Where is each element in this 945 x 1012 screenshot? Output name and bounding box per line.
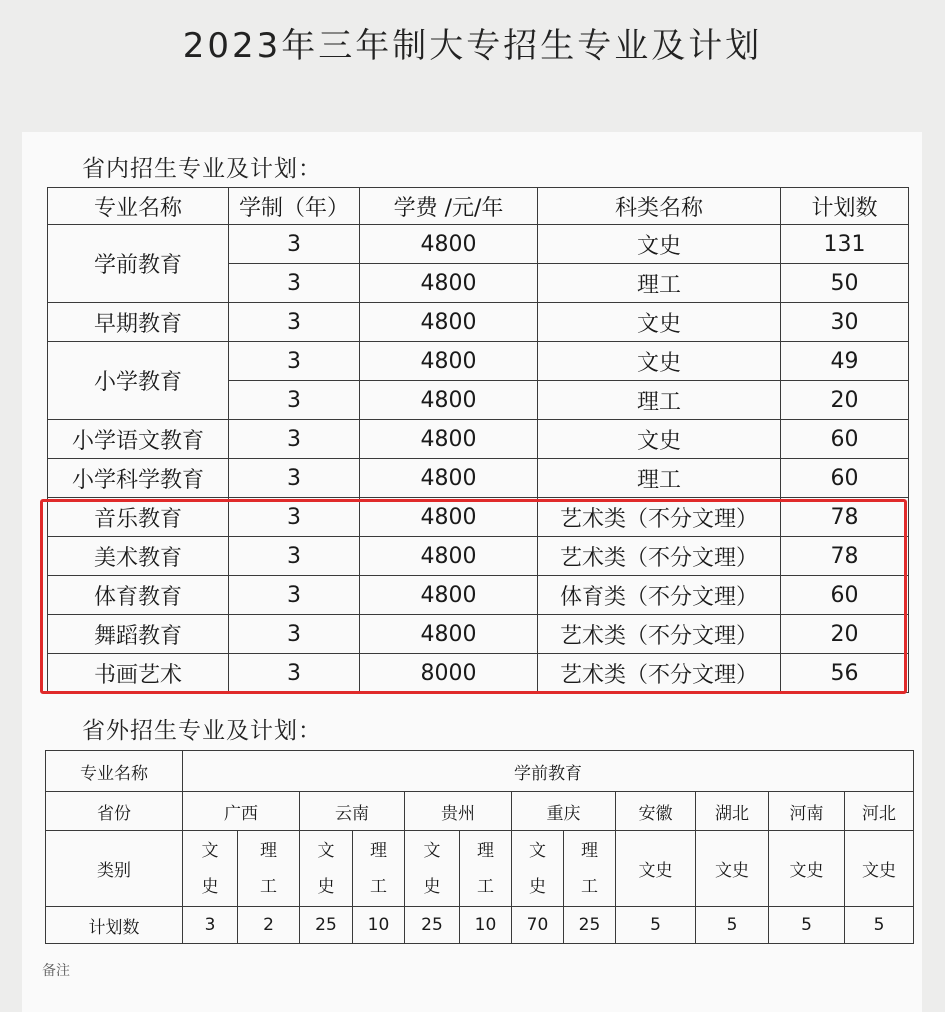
type-cell (353, 831, 405, 907)
type-cell (512, 831, 564, 907)
section-out-province-title: 省外招生专业及计划： (82, 718, 322, 744)
years-cell: 3 (229, 303, 360, 342)
plan-cell: 25 (405, 907, 460, 944)
plan-cell: 131 (781, 225, 909, 264)
category-cell: 艺术类（不分文理） (538, 654, 781, 693)
major-name: 学前教育 (48, 225, 229, 303)
fee-cell: 4800 (360, 537, 538, 576)
plan-cell: 60 (781, 420, 909, 459)
years-cell: 3 (229, 537, 360, 576)
major-name: 小学教育 (48, 342, 229, 420)
years-cell: 3 (229, 459, 360, 498)
years-cell: 3 (229, 654, 360, 693)
table-row (48, 303, 909, 342)
years-cell: 3 (229, 576, 360, 615)
plan-cell: 78 (781, 537, 909, 576)
header-category: 科类名称 (538, 188, 781, 225)
type-cell (405, 831, 460, 907)
plan-cell: 20 (781, 381, 909, 420)
type-cell (300, 831, 353, 907)
years-cell: 3 (229, 264, 360, 303)
category-cell: 文史 (538, 420, 781, 459)
label-province: 省份 (46, 792, 183, 831)
plan-cell: 5 (845, 907, 914, 944)
fee-cell: 4800 (360, 342, 538, 381)
major-name: 早期教育 (48, 303, 229, 342)
major-name: 体育教育 (48, 576, 229, 615)
category-cell: 理工 (538, 264, 781, 303)
header-plan: 计划数 (781, 188, 909, 225)
type-cell (238, 831, 300, 907)
fee-cell: 8000 (360, 654, 538, 693)
category-cell: 体育类（不分文理） (538, 576, 781, 615)
province-cell: 云南 (300, 792, 405, 831)
plan-cell: 10 (353, 907, 405, 944)
type-char: 工 (370, 876, 387, 897)
type-char: 工 (477, 876, 494, 897)
type-char: 史 (529, 876, 546, 897)
header-years: 学制（年） (229, 188, 360, 225)
plan-cell: 50 (781, 264, 909, 303)
major-name: 美术教育 (48, 537, 229, 576)
category-cell: 理工 (538, 459, 781, 498)
plan-cell: 5 (696, 907, 769, 944)
type-cell: 文史 (696, 831, 769, 907)
fee-cell: 4800 (360, 420, 538, 459)
years-cell: 3 (229, 615, 360, 654)
plan-cell: 70 (512, 907, 564, 944)
type-char: 理 (370, 840, 387, 861)
years-cell: 3 (229, 498, 360, 537)
category-cell: 文史 (538, 303, 781, 342)
plan-cell: 5 (616, 907, 696, 944)
major-value: 学前教育 (183, 751, 914, 792)
province-cell: 重庆 (512, 792, 616, 831)
major-name: 小学语文教育 (48, 420, 229, 459)
province-cell: 河南 (769, 792, 845, 831)
type-cell: 文史 (845, 831, 914, 907)
province-cell: 河北 (845, 792, 914, 831)
type-char: 理 (581, 840, 598, 861)
category-cell: 文史 (538, 342, 781, 381)
type-cell: 文史 (769, 831, 845, 907)
table-header-row (48, 188, 909, 225)
category-cell: 艺术类（不分文理） (538, 498, 781, 537)
type-char: 工 (260, 876, 277, 897)
type-char: 文 (529, 840, 546, 861)
plan-cell: 2 (238, 907, 300, 944)
plan-cell: 60 (781, 459, 909, 498)
years-cell: 3 (229, 381, 360, 420)
header-fee: 学费 /元/年 (360, 188, 538, 225)
plan-cell: 56 (781, 654, 909, 693)
major-name: 小学科学教育 (48, 459, 229, 498)
province-row (46, 792, 914, 831)
highlight-box (40, 499, 907, 694)
fee-cell: 4800 (360, 576, 538, 615)
years-cell: 3 (229, 225, 360, 264)
table-row (48, 342, 909, 381)
section-in-province-title: 省内招生专业及计划： (82, 156, 322, 182)
plan-row (46, 907, 914, 944)
label-major: 专业名称 (46, 751, 183, 792)
type-char: 史 (317, 876, 335, 897)
type-char: 文 (317, 840, 335, 861)
label-type: 类别 (46, 831, 183, 907)
fee-cell: 4800 (360, 498, 538, 537)
fee-cell: 4800 (360, 303, 538, 342)
plan-cell: 20 (781, 615, 909, 654)
plan-cell: 30 (781, 303, 909, 342)
type-char: 理 (477, 840, 494, 861)
category-cell: 艺术类（不分文理） (538, 537, 781, 576)
note-label: 备注 (42, 963, 70, 979)
out-province-table (45, 750, 914, 944)
type-char: 史 (423, 876, 441, 897)
major-name: 音乐教育 (48, 498, 229, 537)
table-row (48, 459, 909, 498)
years-cell: 3 (229, 342, 360, 381)
province-cell: 广西 (183, 792, 300, 831)
major-row (46, 751, 914, 792)
years-cell: 3 (229, 420, 360, 459)
plan-cell: 78 (781, 498, 909, 537)
fee-cell: 4800 (360, 264, 538, 303)
category-cell: 文史 (538, 225, 781, 264)
category-cell: 理工 (538, 381, 781, 420)
plan-cell: 5 (769, 907, 845, 944)
category-cell: 艺术类（不分文理） (538, 615, 781, 654)
plan-cell: 49 (781, 342, 909, 381)
page-title: 2023年三年制大专招生专业及计划 (182, 26, 763, 66)
type-char: 文 (423, 840, 441, 861)
type-cell (183, 831, 238, 907)
type-row (46, 831, 914, 907)
table-row (48, 225, 909, 264)
type-char: 工 (581, 876, 598, 897)
fee-cell: 4800 (360, 381, 538, 420)
fee-cell: 4800 (360, 615, 538, 654)
province-cell: 安徽 (616, 792, 696, 831)
type-cell (564, 831, 616, 907)
fee-cell: 4800 (360, 225, 538, 264)
type-char: 理 (260, 840, 277, 861)
type-cell: 文史 (616, 831, 696, 907)
type-char: 文 (201, 840, 219, 861)
type-char: 史 (201, 876, 219, 897)
type-cell (460, 831, 512, 907)
province-cell: 贵州 (405, 792, 512, 831)
major-name: 书画艺术 (48, 654, 229, 693)
plan-cell: 25 (564, 907, 616, 944)
label-plan: 计划数 (46, 907, 183, 944)
province-cell: 湖北 (696, 792, 769, 831)
header-major: 专业名称 (48, 188, 229, 225)
plan-cell: 10 (460, 907, 512, 944)
fee-cell: 4800 (360, 459, 538, 498)
plan-cell: 25 (300, 907, 353, 944)
plan-cell: 60 (781, 576, 909, 615)
major-name: 舞蹈教育 (48, 615, 229, 654)
plan-cell: 3 (183, 907, 238, 944)
table-row (48, 420, 909, 459)
